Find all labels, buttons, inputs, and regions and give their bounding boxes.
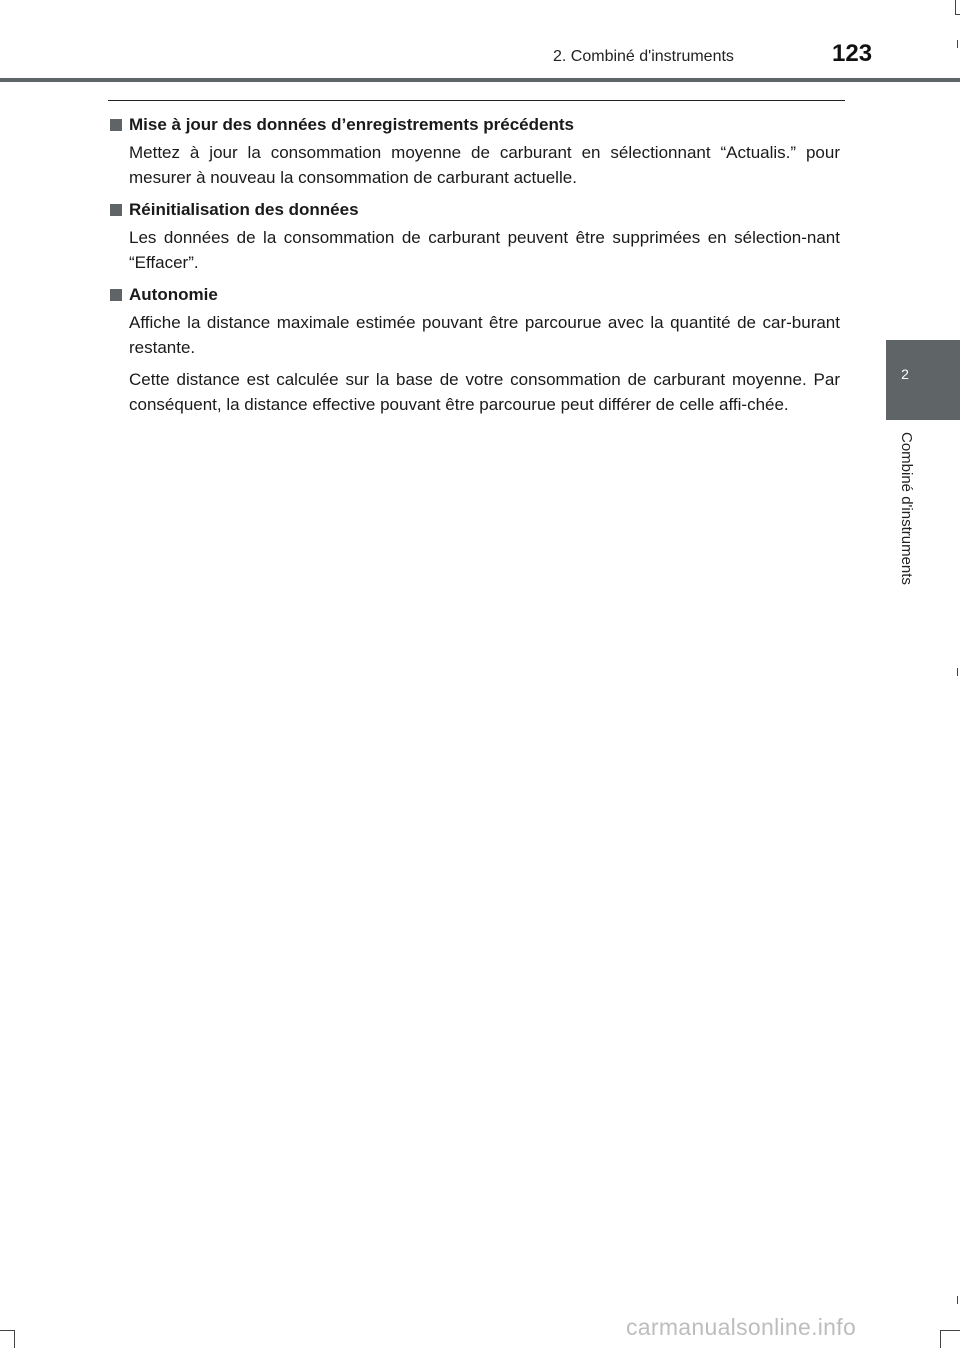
section-reset-data <box>110 198 840 275</box>
section-heading <box>110 113 840 137</box>
crop-mark <box>14 1330 15 1348</box>
section-heading <box>110 198 840 222</box>
crop-mark <box>957 40 958 48</box>
top-rule <box>108 100 845 101</box>
paragraph: Les données de la consommation de carburant peuvent être supprimées en sélection-nant “Effacer”. <box>129 228 840 272</box>
header-bar <box>0 78 960 82</box>
paragraph: Cette distance est calculée sur la base de votre consommation de carburant moyenne. Par conséquent, la distance effective pouvant être parcourue peut différer de celle affi-chée. <box>129 370 840 414</box>
crop-mark <box>0 1330 14 1331</box>
watermark: carmanualsonline.info <box>626 1314 857 1340</box>
paragraph: Affiche la distance maximale estimée pouvant être parcourue avec la quantité de car-burant restante. <box>129 313 840 357</box>
page-number: 123 <box>832 40 873 67</box>
side-tab-label: Combiné d'instruments <box>898 432 915 585</box>
crop-mark <box>955 0 956 14</box>
square-bullet-icon <box>110 119 122 131</box>
side-tab-number: 2 <box>901 366 909 382</box>
section-update-records <box>110 113 840 190</box>
page-content <box>110 113 840 425</box>
section-title: 2. Combiné d'instruments <box>553 48 734 65</box>
crop-mark <box>940 1330 941 1348</box>
heading-text: Mise à jour des données d’enregistrements précédents <box>129 115 574 134</box>
side-tab <box>886 340 960 420</box>
square-bullet-icon <box>110 289 122 301</box>
paragraph: Mettez à jour la consommation moyenne de carburant en sélectionnant “Actualis.” pour mesurer à nouveau la consommation de carburant actuelle. <box>129 143 840 187</box>
crop-mark <box>957 1296 958 1304</box>
section-range <box>110 283 840 417</box>
heading-text: Réinitialisation des données <box>129 200 359 219</box>
crop-mark <box>940 1330 960 1331</box>
section-heading <box>110 283 840 307</box>
crop-mark <box>957 668 958 676</box>
crop-mark <box>955 14 960 15</box>
square-bullet-icon <box>110 204 122 216</box>
heading-text: Autonomie <box>129 285 218 304</box>
